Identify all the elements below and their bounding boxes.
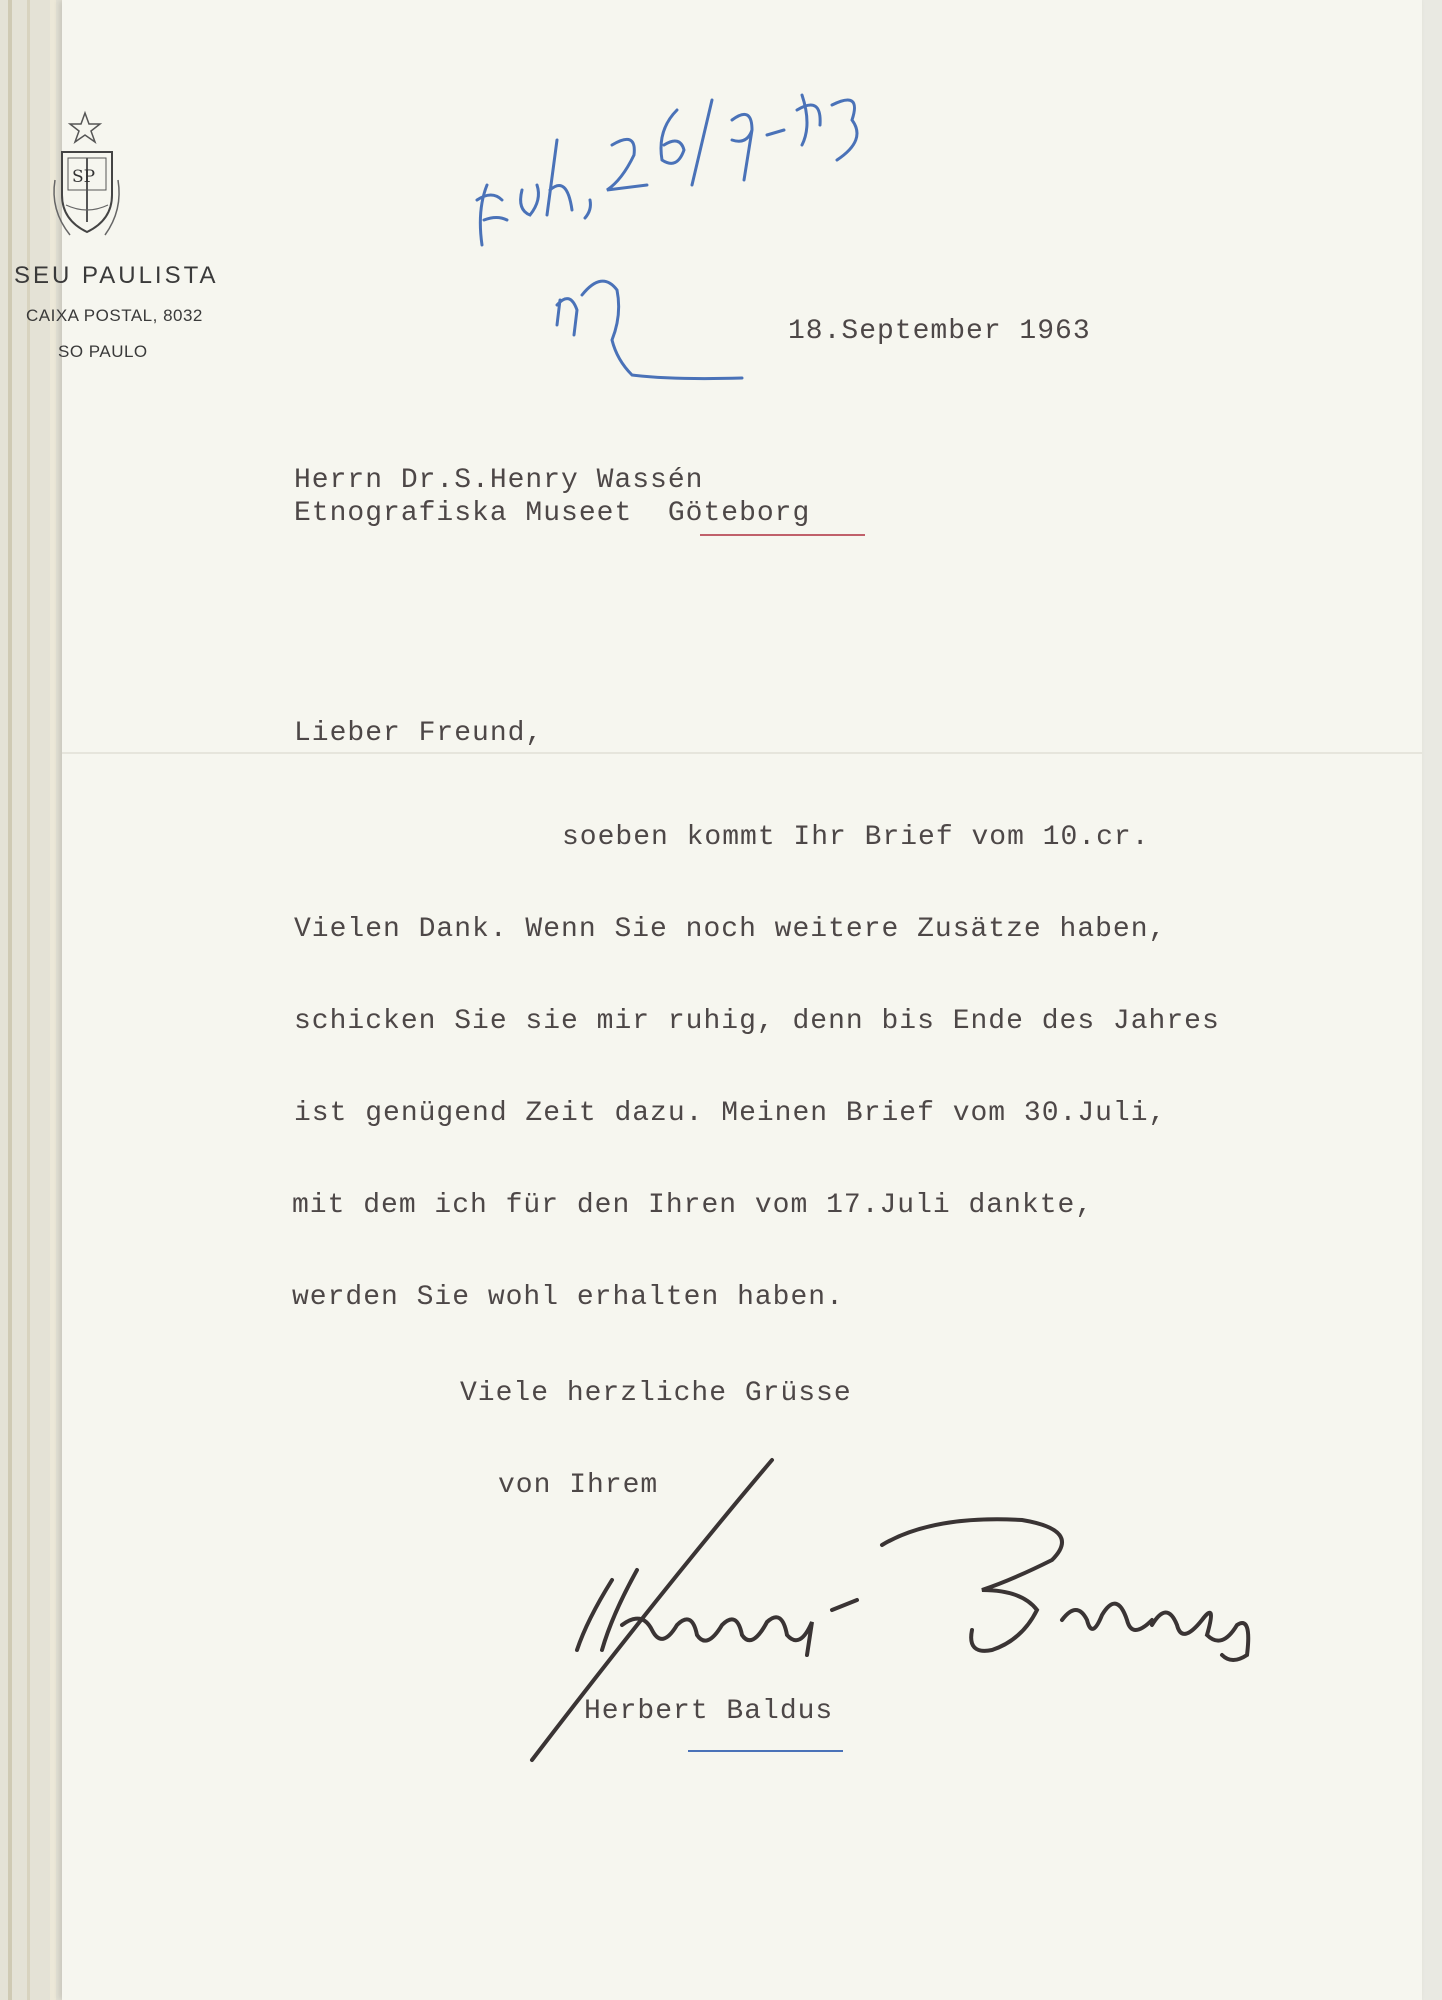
recipient-line-1: Herrn Dr.S.Henry Wassén xyxy=(294,465,704,496)
institution-name: SEU PAULISTA xyxy=(14,262,219,289)
salutation: Lieber Freund, xyxy=(294,718,544,749)
recipient-line-2: Etnografiska Museet Göteborg xyxy=(294,498,811,529)
closing-greeting: Viele herzliche Grüsse xyxy=(460,1378,852,1409)
coat-of-arms-emblem xyxy=(60,110,170,255)
signature-underline xyxy=(688,1750,843,1752)
initials-annotation xyxy=(542,230,842,400)
body-line-3: schicken Sie sie mir ruhig, denn bis Ende des Jahres xyxy=(294,1006,1220,1037)
emblem-letters: SP xyxy=(72,167,96,187)
city: SO PAULO xyxy=(58,342,148,361)
body-line-5: mit dem ich für den Ihren vom 17.Juli dankte, xyxy=(292,1190,1094,1221)
paper-fold xyxy=(62,752,1422,754)
binder-edge xyxy=(8,0,12,2000)
body-line-2: Vielen Dank. Wenn Sie noch weitere Zusätze haben, xyxy=(294,914,1167,945)
closing-from: von Ihrem xyxy=(498,1470,659,1501)
handwritten-signature xyxy=(462,1450,1442,1790)
binder-edge xyxy=(50,0,56,2000)
signatory-name: Herbert Baldus xyxy=(584,1696,834,1727)
city-underline xyxy=(700,534,865,536)
body-line-6: werden Sie wohl erhalten haben. xyxy=(292,1282,844,1313)
body-line-1: soeben kommt Ihr Brief vom 10.cr. xyxy=(562,822,1150,853)
postal-box: CAIXA POSTAL, 8032 xyxy=(26,306,203,325)
binder-edge xyxy=(27,0,30,2000)
body-line-4: ist genügend Zeit dazu. Meinen Brief vom 30.Juli, xyxy=(294,1098,1167,1129)
letter-page xyxy=(14,0,1422,2000)
letter-date: 18.September 1963 xyxy=(788,316,1091,347)
